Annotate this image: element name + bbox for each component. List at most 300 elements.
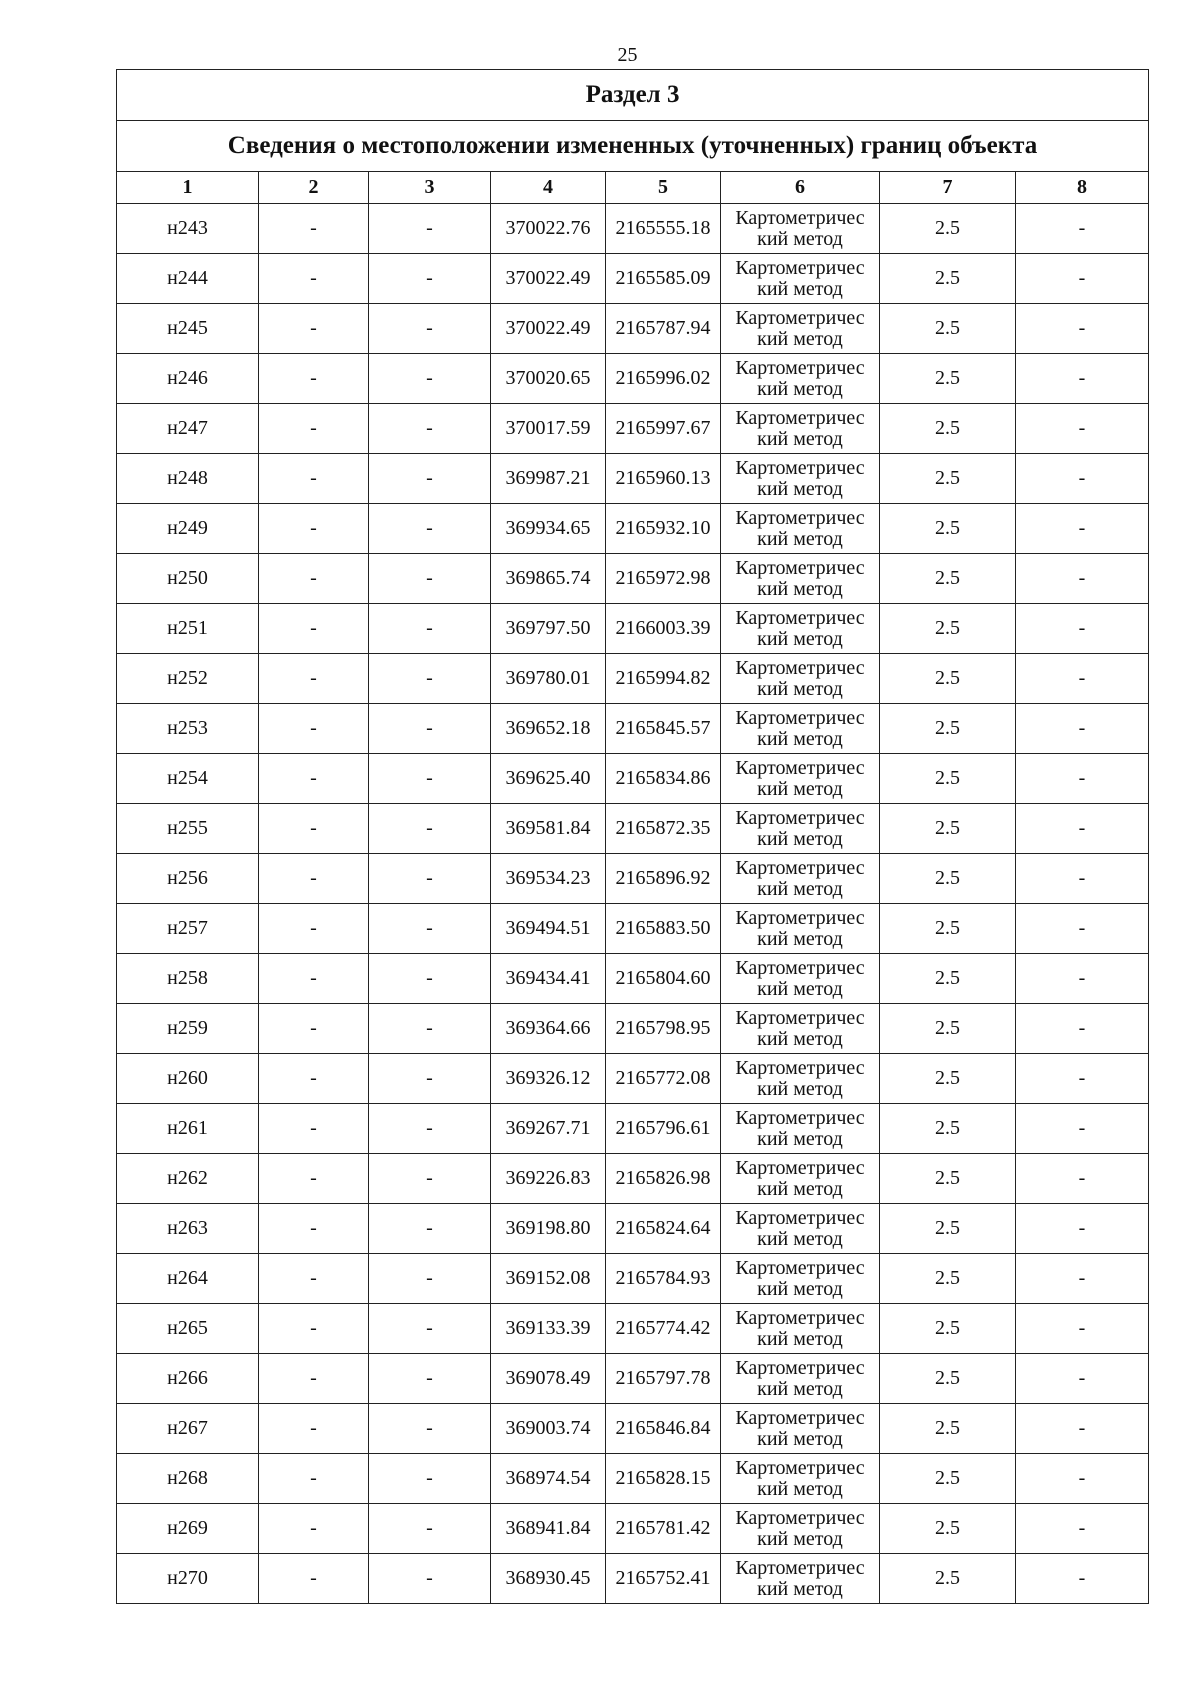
y-coordinate-cell: 2165752.41 <box>606 1554 721 1604</box>
method-line-1: Картометричес <box>735 206 865 229</box>
column-header: 8 <box>1016 172 1149 204</box>
y-coordinate-cell: 2165932.10 <box>606 504 721 554</box>
col3-cell: - <box>369 1054 491 1104</box>
method-cell <box>721 854 880 904</box>
method-cell <box>721 604 880 654</box>
method-line-1: Картометричес <box>735 306 865 329</box>
col2-cell: - <box>259 1204 369 1254</box>
y-coordinate-cell: 2165960.13 <box>606 454 721 504</box>
col8-cell: - <box>1016 1104 1149 1154</box>
method-line-1: Картометричес <box>735 1106 865 1129</box>
x-coordinate-cell: 370022.49 <box>491 254 606 304</box>
method-line-2: кий метод <box>757 577 843 600</box>
method-line-2: кий метод <box>757 877 843 900</box>
x-coordinate-cell: 369198.80 <box>491 1204 606 1254</box>
col2-cell: - <box>259 1454 369 1504</box>
y-coordinate-cell: 2165774.42 <box>606 1304 721 1354</box>
method-line-1: Картометричес <box>735 556 865 579</box>
accuracy-cell: 2.5 <box>880 904 1016 954</box>
x-coordinate-cell: 369003.74 <box>491 1404 606 1454</box>
accuracy-cell: 2.5 <box>880 1254 1016 1304</box>
method-cell <box>721 1054 880 1104</box>
col8-cell: - <box>1016 754 1149 804</box>
point-number-cell: н250 <box>117 554 259 604</box>
col8-cell: - <box>1016 254 1149 304</box>
x-coordinate-cell: 369581.84 <box>491 804 606 854</box>
method-cell <box>721 204 880 254</box>
table-row <box>117 404 1149 454</box>
col8-cell: - <box>1016 1254 1149 1304</box>
method-line-1: Картометричес <box>735 756 865 779</box>
point-number-cell: н246 <box>117 354 259 404</box>
col2-cell: - <box>259 1254 369 1304</box>
col3-cell: - <box>369 204 491 254</box>
method-line-2: кий метод <box>757 777 843 800</box>
method-line-1: Картометричес <box>735 456 865 479</box>
accuracy-cell: 2.5 <box>880 1354 1016 1404</box>
method-line-2: кий метод <box>757 427 843 450</box>
col8-cell: - <box>1016 1054 1149 1104</box>
x-coordinate-cell: 369078.49 <box>491 1354 606 1404</box>
method-line-1: Картометричес <box>735 1456 865 1479</box>
col3-cell: - <box>369 804 491 854</box>
col3-cell: - <box>369 1404 491 1454</box>
y-coordinate-cell: 2165784.93 <box>606 1254 721 1304</box>
table-row <box>117 554 1149 604</box>
y-coordinate-cell: 2165997.67 <box>606 404 721 454</box>
table-body <box>117 204 1149 1604</box>
method-line-1: Картометричес <box>735 406 865 429</box>
method-line-2: кий метод <box>757 477 843 500</box>
col3-cell: - <box>369 354 491 404</box>
table-row <box>117 854 1149 904</box>
table-row <box>117 604 1149 654</box>
method-cell <box>721 404 880 454</box>
x-coordinate-cell: 368974.54 <box>491 1454 606 1504</box>
method-cell <box>721 1204 880 1254</box>
col3-cell: - <box>369 504 491 554</box>
accuracy-cell: 2.5 <box>880 1054 1016 1104</box>
col3-cell: - <box>369 704 491 754</box>
method-line-2: кий метод <box>757 677 843 700</box>
accuracy-cell: 2.5 <box>880 1404 1016 1454</box>
accuracy-cell: 2.5 <box>880 954 1016 1004</box>
accuracy-cell: 2.5 <box>880 304 1016 354</box>
col3-cell: - <box>369 1504 491 1554</box>
x-coordinate-cell: 370022.76 <box>491 204 606 254</box>
accuracy-cell: 2.5 <box>880 604 1016 654</box>
y-coordinate-cell: 2165555.18 <box>606 204 721 254</box>
point-number-cell: н257 <box>117 904 259 954</box>
col2-cell: - <box>259 554 369 604</box>
accuracy-cell: 2.5 <box>880 504 1016 554</box>
col3-cell: - <box>369 1354 491 1404</box>
col3-cell: - <box>369 954 491 1004</box>
col3-cell: - <box>369 1554 491 1604</box>
point-number-cell: н262 <box>117 1154 259 1204</box>
col2-cell: - <box>259 254 369 304</box>
point-number-cell: н268 <box>117 1454 259 1504</box>
table-row <box>117 454 1149 504</box>
point-number-cell: н264 <box>117 1254 259 1304</box>
table-row <box>117 1004 1149 1054</box>
col8-cell: - <box>1016 204 1149 254</box>
col3-cell: - <box>369 604 491 654</box>
x-coordinate-cell: 369434.41 <box>491 954 606 1004</box>
method-cell <box>721 654 880 704</box>
col2-cell: - <box>259 1104 369 1154</box>
method-line-2: кий метод <box>757 1427 843 1450</box>
method-cell <box>721 354 880 404</box>
table-row <box>117 704 1149 754</box>
method-cell <box>721 1554 880 1604</box>
col2-cell: - <box>259 404 369 454</box>
col2-cell: - <box>259 904 369 954</box>
table-row <box>117 1454 1149 1504</box>
table-row <box>117 304 1149 354</box>
col3-cell: - <box>369 1004 491 1054</box>
method-line-2: кий метод <box>757 1227 843 1250</box>
method-line-1: Картометричес <box>735 1156 865 1179</box>
y-coordinate-cell: 2165972.98 <box>606 554 721 604</box>
col2-cell: - <box>259 954 369 1004</box>
method-line-2: кий метод <box>757 1127 843 1150</box>
method-cell <box>721 704 880 754</box>
x-coordinate-cell: 369652.18 <box>491 704 606 754</box>
y-coordinate-cell: 2165585.09 <box>606 254 721 304</box>
column-header: 1 <box>117 172 259 204</box>
x-coordinate-cell: 370017.59 <box>491 404 606 454</box>
col3-cell: - <box>369 654 491 704</box>
col8-cell: - <box>1016 1304 1149 1354</box>
method-line-1: Картометричес <box>735 1356 865 1379</box>
col8-cell: - <box>1016 554 1149 604</box>
accuracy-cell: 2.5 <box>880 704 1016 754</box>
col3-cell: - <box>369 1204 491 1254</box>
col8-cell: - <box>1016 804 1149 854</box>
table-row <box>117 654 1149 704</box>
x-coordinate-cell: 369133.39 <box>491 1304 606 1354</box>
col2-cell: - <box>259 204 369 254</box>
col2-cell: - <box>259 754 369 804</box>
col8-cell: - <box>1016 904 1149 954</box>
method-line-1: Картометричес <box>735 1406 865 1429</box>
method-cell <box>721 254 880 304</box>
point-number-cell: н263 <box>117 1204 259 1254</box>
point-number-cell: н261 <box>117 1104 259 1154</box>
method-line-2: кий метод <box>757 1377 843 1400</box>
col8-cell: - <box>1016 404 1149 454</box>
method-cell <box>721 1354 880 1404</box>
method-cell <box>721 304 880 354</box>
accuracy-cell: 2.5 <box>880 454 1016 504</box>
point-number-cell: н270 <box>117 1554 259 1604</box>
method-line-1: Картометричес <box>735 606 865 629</box>
col8-cell: - <box>1016 1004 1149 1054</box>
col8-cell: - <box>1016 1454 1149 1504</box>
method-line-2: кий метод <box>757 1077 843 1100</box>
method-line-2: кий метод <box>757 1327 843 1350</box>
col2-cell: - <box>259 1004 369 1054</box>
method-line-2: кий метод <box>757 1477 843 1500</box>
col8-cell: - <box>1016 654 1149 704</box>
y-coordinate-cell: 2165824.64 <box>606 1204 721 1254</box>
y-coordinate-cell: 2165846.84 <box>606 1404 721 1454</box>
point-number-cell: н267 <box>117 1404 259 1454</box>
method-line-2: кий метод <box>757 927 843 950</box>
col2-cell: - <box>259 304 369 354</box>
method-line-2: кий метод <box>757 1577 843 1600</box>
method-line-2: кий метод <box>757 227 843 250</box>
x-coordinate-cell: 369494.51 <box>491 904 606 954</box>
method-cell <box>721 754 880 804</box>
accuracy-cell: 2.5 <box>880 654 1016 704</box>
section-subtitle: Сведения о местоположении измененных (уточненных) границ объекта <box>117 121 1149 172</box>
col8-cell: - <box>1016 1554 1149 1604</box>
point-number-cell: н255 <box>117 804 259 854</box>
accuracy-cell: 2.5 <box>880 554 1016 604</box>
point-number-cell: н260 <box>117 1054 259 1104</box>
x-coordinate-cell: 369797.50 <box>491 604 606 654</box>
col2-cell: - <box>259 604 369 654</box>
method-line-1: Картометричес <box>735 1056 865 1079</box>
table-row <box>117 1204 1149 1254</box>
accuracy-cell: 2.5 <box>880 1504 1016 1554</box>
method-line-1: Картометричес <box>735 1556 865 1579</box>
col3-cell: - <box>369 754 491 804</box>
table-row <box>117 1054 1149 1104</box>
method-line-2: кий метод <box>757 1177 843 1200</box>
x-coordinate-cell: 370022.49 <box>491 304 606 354</box>
col3-cell: - <box>369 1304 491 1354</box>
column-header: 4 <box>491 172 606 204</box>
point-number-cell: н265 <box>117 1304 259 1354</box>
method-line-1: Картометричес <box>735 656 865 679</box>
y-coordinate-cell: 2165883.50 <box>606 904 721 954</box>
x-coordinate-cell: 368930.45 <box>491 1554 606 1604</box>
x-coordinate-cell: 369364.66 <box>491 1004 606 1054</box>
x-coordinate-cell: 369865.74 <box>491 554 606 604</box>
method-line-2: кий метод <box>757 327 843 350</box>
y-coordinate-cell: 2165845.57 <box>606 704 721 754</box>
table-row <box>117 1154 1149 1204</box>
accuracy-cell: 2.5 <box>880 804 1016 854</box>
y-coordinate-cell: 2165896.92 <box>606 854 721 904</box>
table-row <box>117 954 1149 1004</box>
method-line-1: Картометричес <box>735 856 865 879</box>
method-cell <box>721 1254 880 1304</box>
method-cell <box>721 1004 880 1054</box>
point-number-cell: н256 <box>117 854 259 904</box>
section-title: Раздел 3 <box>117 70 1149 121</box>
y-coordinate-cell: 2165872.35 <box>606 804 721 854</box>
accuracy-cell: 2.5 <box>880 1554 1016 1604</box>
col8-cell: - <box>1016 454 1149 504</box>
accuracy-cell: 2.5 <box>880 254 1016 304</box>
col2-cell: - <box>259 454 369 504</box>
method-cell <box>721 1154 880 1204</box>
point-number-cell: н248 <box>117 454 259 504</box>
method-cell <box>721 1404 880 1454</box>
col3-cell: - <box>369 854 491 904</box>
accuracy-cell: 2.5 <box>880 754 1016 804</box>
method-cell <box>721 504 880 554</box>
method-line-1: Картометричес <box>735 1306 865 1329</box>
method-cell <box>721 804 880 854</box>
y-coordinate-cell: 2165797.78 <box>606 1354 721 1404</box>
column-header: 6 <box>721 172 880 204</box>
x-coordinate-cell: 369534.23 <box>491 854 606 904</box>
table-row <box>117 754 1149 804</box>
y-coordinate-cell: 2166003.39 <box>606 604 721 654</box>
table-row <box>117 354 1149 404</box>
accuracy-cell: 2.5 <box>880 1004 1016 1054</box>
table-row <box>117 1104 1149 1154</box>
table-row <box>117 1304 1149 1354</box>
y-coordinate-cell: 2165772.08 <box>606 1054 721 1104</box>
table-row <box>117 1504 1149 1554</box>
x-coordinate-cell: 369934.65 <box>491 504 606 554</box>
column-header: 7 <box>880 172 1016 204</box>
col8-cell: - <box>1016 604 1149 654</box>
col3-cell: - <box>369 1254 491 1304</box>
col8-cell: - <box>1016 1154 1149 1204</box>
method-line-1: Картометричес <box>735 1256 865 1279</box>
method-cell <box>721 554 880 604</box>
table-row <box>117 504 1149 554</box>
table-row <box>117 204 1149 254</box>
accuracy-cell: 2.5 <box>880 1154 1016 1204</box>
y-coordinate-cell: 2165828.15 <box>606 1454 721 1504</box>
table-row <box>117 904 1149 954</box>
col2-cell: - <box>259 1354 369 1404</box>
method-line-2: кий метод <box>757 727 843 750</box>
col2-cell: - <box>259 1404 369 1454</box>
x-coordinate-cell: 369625.40 <box>491 754 606 804</box>
table-row <box>117 1404 1149 1454</box>
accuracy-cell: 2.5 <box>880 404 1016 454</box>
method-line-1: Картометричес <box>735 906 865 929</box>
accuracy-cell: 2.5 <box>880 1454 1016 1504</box>
point-number-cell: н253 <box>117 704 259 754</box>
point-number-cell: н252 <box>117 654 259 704</box>
table-row <box>117 1354 1149 1404</box>
boundary-table <box>116 69 1149 1604</box>
table-row <box>117 254 1149 304</box>
col3-cell: - <box>369 1104 491 1154</box>
method-line-1: Картометричес <box>735 956 865 979</box>
point-number-cell: н244 <box>117 254 259 304</box>
col8-cell: - <box>1016 504 1149 554</box>
point-number-cell: н254 <box>117 754 259 804</box>
col8-cell: - <box>1016 954 1149 1004</box>
accuracy-cell: 2.5 <box>880 1304 1016 1354</box>
col2-cell: - <box>259 354 369 404</box>
col8-cell: - <box>1016 354 1149 404</box>
accuracy-cell: 2.5 <box>880 1204 1016 1254</box>
y-coordinate-cell: 2165796.61 <box>606 1104 721 1154</box>
method-line-2: кий метод <box>757 377 843 400</box>
point-number-cell: н259 <box>117 1004 259 1054</box>
method-line-1: Картометричес <box>735 506 865 529</box>
col2-cell: - <box>259 1504 369 1554</box>
point-number-cell: н251 <box>117 604 259 654</box>
method-line-2: кий метод <box>757 977 843 1000</box>
method-line-1: Картометричес <box>735 356 865 379</box>
method-line-1: Картометричес <box>735 806 865 829</box>
col3-cell: - <box>369 1154 491 1204</box>
col8-cell: - <box>1016 1504 1149 1554</box>
col2-cell: - <box>259 854 369 904</box>
method-line-2: кий метод <box>757 1027 843 1050</box>
table-row <box>117 1554 1149 1604</box>
x-coordinate-cell: 369987.21 <box>491 454 606 504</box>
method-cell <box>721 1454 880 1504</box>
method-line-1: Картометричес <box>735 706 865 729</box>
column-header: 3 <box>369 172 491 204</box>
y-coordinate-cell: 2165787.94 <box>606 304 721 354</box>
accuracy-cell: 2.5 <box>880 1104 1016 1154</box>
y-coordinate-cell: 2165996.02 <box>606 354 721 404</box>
method-line-1: Картометричес <box>735 1006 865 1029</box>
method-line-2: кий метод <box>757 827 843 850</box>
point-number-cell: н269 <box>117 1504 259 1554</box>
y-coordinate-cell: 2165798.95 <box>606 1004 721 1054</box>
y-coordinate-cell: 2165804.60 <box>606 954 721 1004</box>
y-coordinate-cell: 2165834.86 <box>606 754 721 804</box>
x-coordinate-cell: 369267.71 <box>491 1104 606 1154</box>
point-number-cell: н258 <box>117 954 259 1004</box>
method-line-1: Картометричес <box>735 1206 865 1229</box>
accuracy-cell: 2.5 <box>880 854 1016 904</box>
col3-cell: - <box>369 1454 491 1504</box>
method-line-2: кий метод <box>757 627 843 650</box>
col3-cell: - <box>369 454 491 504</box>
method-cell <box>721 1304 880 1354</box>
method-line-1: Картометричес <box>735 256 865 279</box>
col8-cell: - <box>1016 1204 1149 1254</box>
column-header: 2 <box>259 172 369 204</box>
x-coordinate-cell: 369780.01 <box>491 654 606 704</box>
method-cell <box>721 454 880 504</box>
col2-cell: - <box>259 1154 369 1204</box>
method-line-2: кий метод <box>757 527 843 550</box>
point-number-cell: н243 <box>117 204 259 254</box>
point-number-cell: н245 <box>117 304 259 354</box>
point-number-cell: н266 <box>117 1354 259 1404</box>
column-header: 5 <box>606 172 721 204</box>
column-header-row <box>117 172 1149 204</box>
col2-cell: - <box>259 504 369 554</box>
method-cell <box>721 954 880 1004</box>
col2-cell: - <box>259 1304 369 1354</box>
y-coordinate-cell: 2165826.98 <box>606 1154 721 1204</box>
x-coordinate-cell: 370020.65 <box>491 354 606 404</box>
accuracy-cell: 2.5 <box>880 204 1016 254</box>
col2-cell: - <box>259 804 369 854</box>
col3-cell: - <box>369 404 491 454</box>
col8-cell: - <box>1016 1354 1149 1404</box>
table-row <box>117 1254 1149 1304</box>
x-coordinate-cell: 369226.83 <box>491 1154 606 1204</box>
method-line-2: кий метод <box>757 1277 843 1300</box>
method-line-2: кий метод <box>757 277 843 300</box>
col8-cell: - <box>1016 304 1149 354</box>
col3-cell: - <box>369 254 491 304</box>
col3-cell: - <box>369 554 491 604</box>
col2-cell: - <box>259 1054 369 1104</box>
col8-cell: - <box>1016 704 1149 754</box>
